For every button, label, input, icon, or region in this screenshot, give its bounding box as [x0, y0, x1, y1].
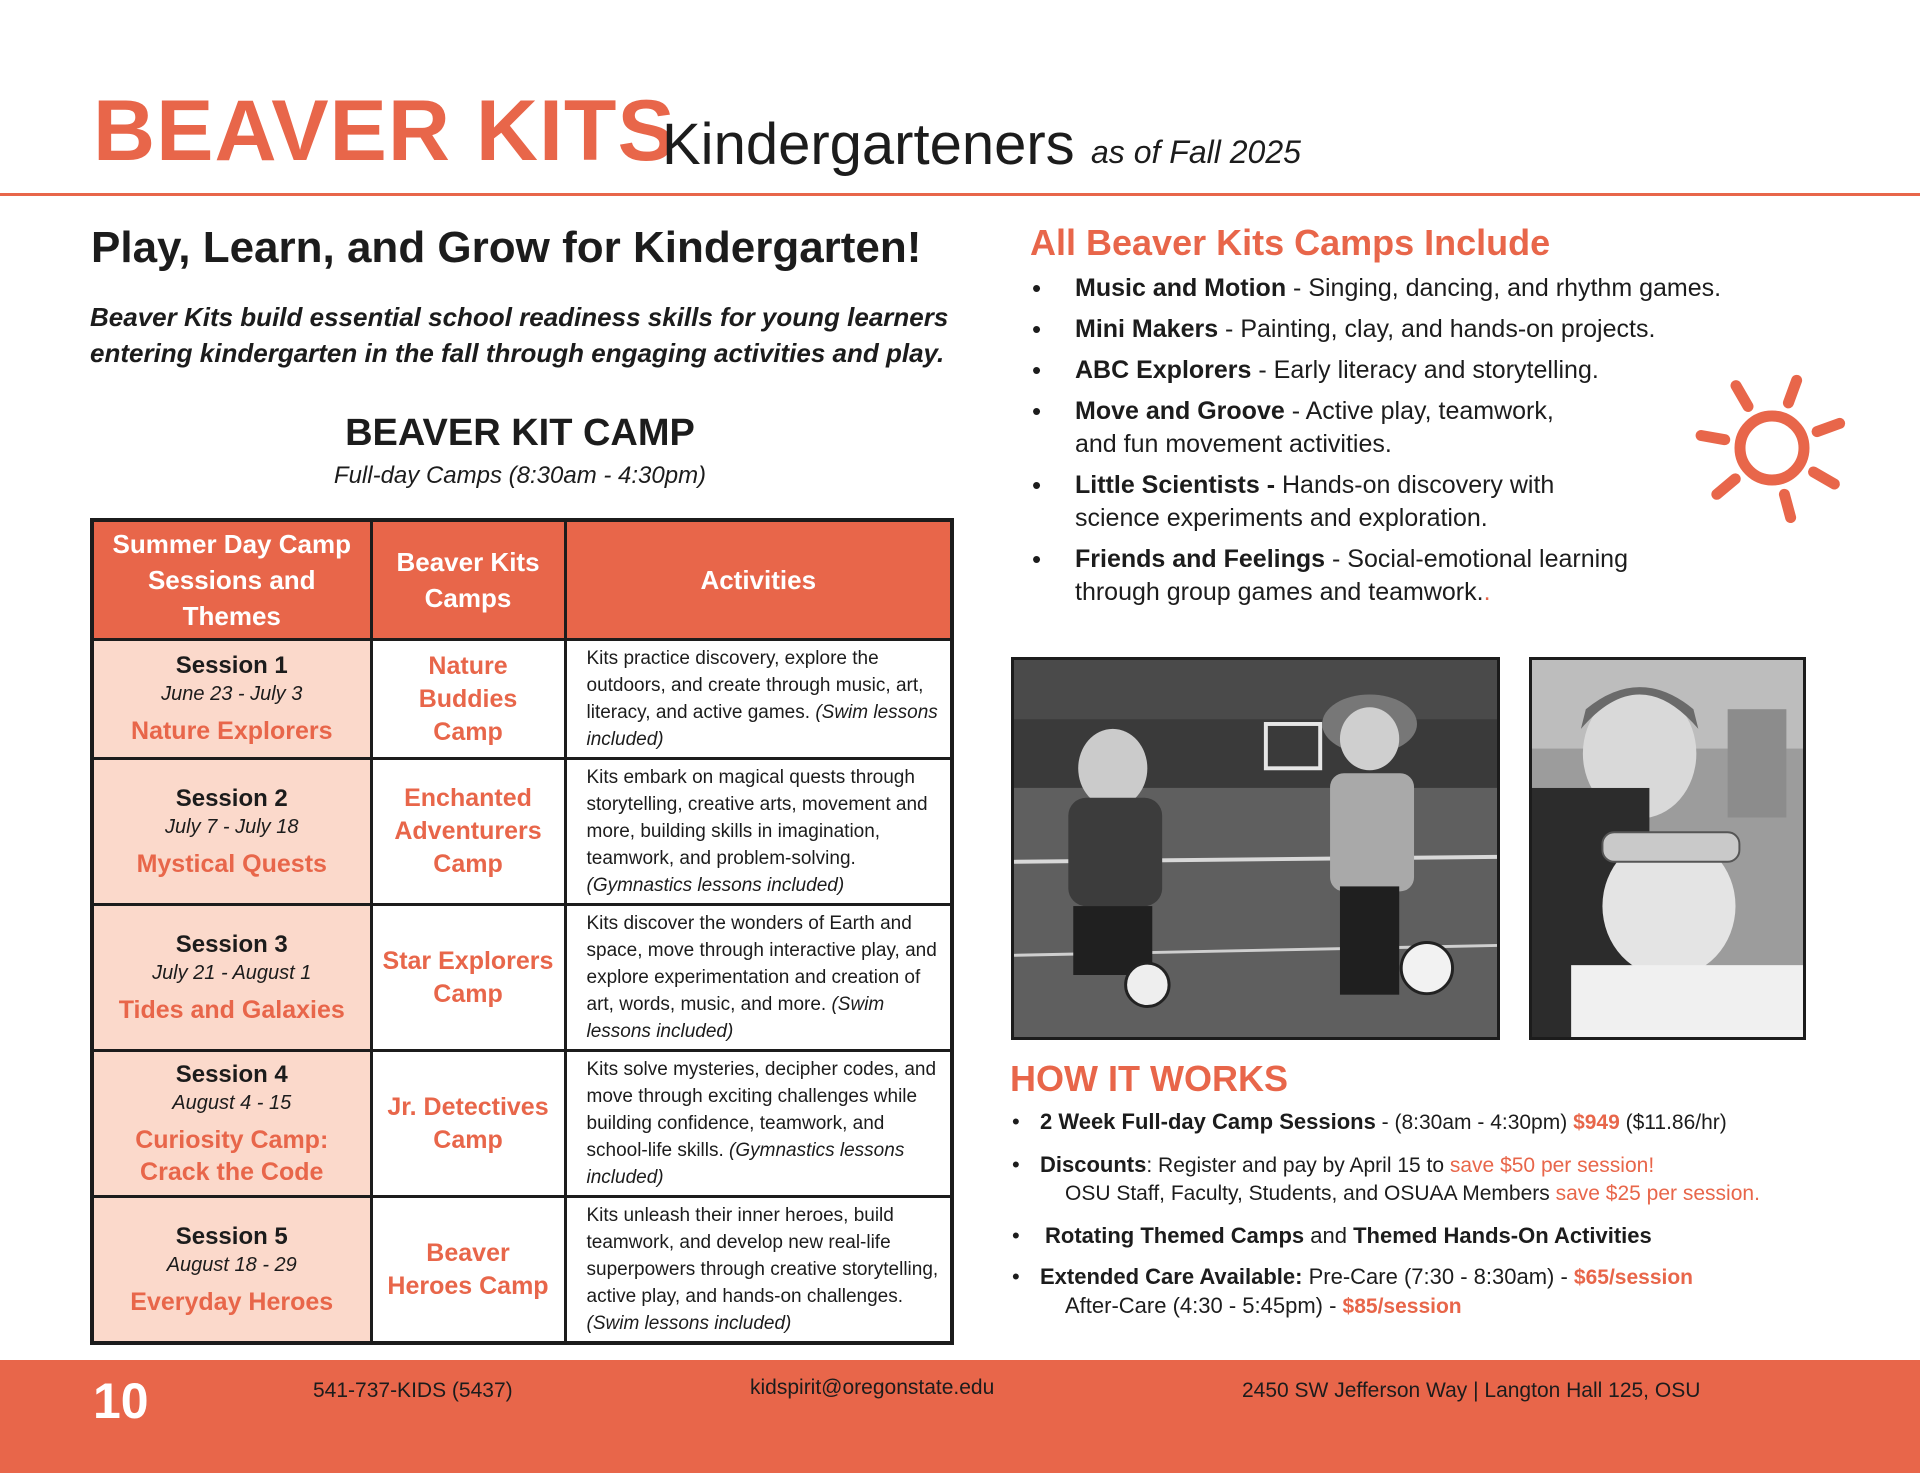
list-item: [1030, 469, 1730, 535]
activity-text: Kits practice discovery, explore the outdoors, and create through music, art, literacy, and active games.: [586, 648, 924, 723]
session-theme: Curiosity Camp: Crack the Code: [135, 1125, 329, 1186]
session-dates: July 21 - August 1: [152, 961, 312, 984]
discounts-text: : Register and pay by April 15 to: [1146, 1154, 1450, 1177]
footer-address: 2450 SW Jefferson Way | Langton Hall 125, OSU: [1242, 1379, 1701, 1402]
photo-child-drawing: [1529, 657, 1806, 1040]
session-name: Session 5: [175, 1222, 288, 1250]
care-after: After-Care (4:30 - 5:45pm) -: [1065, 1293, 1343, 1318]
include-name: Mini Makers: [1075, 315, 1219, 343]
page-subtitle: Kindergarteners: [662, 112, 1075, 177]
list-item: [1030, 313, 1730, 346]
camp-name: Beaver Heroes Camp: [371, 1197, 565, 1344]
include-desc: - Singing, dancing, and rhythm games.: [1286, 274, 1722, 302]
care-pre: Pre-Care (7:30 - 8:30am) -: [1302, 1264, 1574, 1289]
sessions-hours: - (8:30am - 4:30pm): [1375, 1111, 1574, 1134]
table-row: [92, 640, 952, 759]
session-cell: [92, 905, 371, 1051]
include-name: Little Scientists -: [1075, 471, 1276, 499]
discounts-staff-line: [1040, 1180, 1890, 1208]
rotating-activities: Themed Hands-On Activities: [1353, 1223, 1652, 1248]
table-row: [92, 1197, 952, 1344]
session-name: Session 1: [175, 652, 288, 679]
brand-title: BEAVER KITS: [93, 83, 676, 179]
list-item: [1010, 1151, 1890, 1208]
include-name: Music and Motion: [1075, 274, 1287, 302]
session-theme: Everyday Heroes: [130, 1287, 334, 1316]
camp-schedule-table: [90, 518, 954, 1345]
include-desc: - Painting, clay, and hands-on projects.: [1218, 315, 1656, 343]
rotating-camps: Rotating Themed Camps: [1045, 1223, 1305, 1248]
photo-kids-soccer: [1011, 657, 1500, 1040]
session-name: Session 2: [175, 784, 288, 812]
sessions-label: 2 Week Full-day Camp Sessions: [1040, 1109, 1376, 1134]
session-theme: Nature Explorers: [131, 717, 333, 745]
camp-title: BEAVER KIT CAMP: [345, 412, 695, 454]
session-dates: June 23 - July 3: [161, 683, 303, 705]
session-cell: [92, 759, 371, 905]
include-desc: - Early literacy and storytelling.: [1251, 356, 1599, 384]
session-cell: [92, 1051, 371, 1197]
camp-name: Jr. Detectives Camp: [371, 1051, 565, 1197]
include-desc: Hands-on discovery with science experiments and exploration.: [1075, 471, 1555, 532]
activity-note: (Swim lessons included): [586, 702, 938, 750]
include-name: Friends and Feelings: [1075, 545, 1326, 573]
includes-list: [1030, 272, 1730, 617]
list-item: [1010, 1222, 1890, 1251]
care-after-price: $85/session: [1342, 1295, 1462, 1318]
list-item: [1030, 354, 1730, 387]
header-divider: [0, 193, 1920, 196]
sun-icon: [1692, 368, 1852, 528]
discounts-save: save $50 per session!: [1449, 1154, 1655, 1177]
include-desc: - Social-emotional learning through group games and teamwork.: [1075, 545, 1628, 606]
column-header-sessions: Summer Day Camp Sessions and Themes: [92, 520, 371, 640]
sessions-price: $949: [1573, 1111, 1620, 1134]
list-item: [1030, 272, 1730, 305]
activity-note: (Swim lessons included): [586, 1313, 792, 1334]
session-dates: August 4 - 15: [172, 1091, 292, 1114]
list-item: [1010, 1263, 1890, 1321]
session-name: Session 3: [175, 930, 288, 958]
camp-name: Nature Buddies Camp: [371, 640, 565, 759]
how-it-works-title: HOW IT WORKS: [1010, 1058, 1288, 1099]
intro-description: Beaver Kits build essential school readiness skills for young learners entering kindergarten in the fall through engaging activities and play.: [90, 302, 949, 368]
activity-cell: [565, 905, 952, 1051]
activity-text: Kits solve mysteries, decipher codes, and move through exciting challenges while building confidence, teamwork, and school-life skills.: [586, 1059, 937, 1161]
as-of-note: as of Fall 2025: [1091, 134, 1301, 170]
table-row: [92, 905, 952, 1051]
activity-text: Kits embark on magical quests through storytelling, creative arts, movement and more, building skills in imagination, teamwork, and problem-solving.: [586, 767, 928, 869]
tagline: Play, Learn, and Grow for Kindergarten!: [91, 223, 922, 272]
activity-cell: [565, 759, 952, 905]
activity-text: Kits unleash their inner heroes, build teamwork, and develop new real-life superpowers through creative storytelling, active play, and hands-on challenges.: [586, 1205, 939, 1307]
rotating-and: and: [1304, 1223, 1354, 1248]
session-theme: Tides and Galaxies: [118, 995, 345, 1024]
activity-cell: [565, 1197, 952, 1344]
activity-cell: [565, 1051, 952, 1197]
include-name: ABC Explorers: [1075, 356, 1252, 384]
list-item: [1010, 1108, 1890, 1137]
activity-note: (Swim lessons included): [586, 994, 885, 1042]
camp-hours: Full-day Camps (8:30am - 4:30pm): [333, 462, 707, 489]
discounts-staff: OSU Staff, Faculty, Students, and OSUAA Members: [1065, 1182, 1556, 1205]
session-name: Session 4: [175, 1060, 288, 1088]
session-theme: Mystical Quests: [136, 849, 327, 878]
camp-name: Star Explorers Camp: [371, 905, 565, 1051]
session-dates: August 18 - 29: [166, 1253, 297, 1276]
session-cell: [92, 640, 371, 759]
discounts-staff-save: save $25 per session.: [1555, 1182, 1760, 1205]
table-row: [92, 759, 952, 905]
care-after-line: [1040, 1292, 1890, 1321]
table-header-row: [92, 520, 952, 640]
trailing-dot: .: [1483, 578, 1491, 606]
care-pre-price: $65/session: [1573, 1266, 1693, 1289]
activity-cell: [565, 640, 952, 759]
include-desc: - Active play, teamwork, and fun movement activities.: [1075, 397, 1554, 458]
column-header-activities: Activities: [565, 520, 952, 640]
footer-phone: 541-737-KIDS (5437): [313, 1379, 513, 1402]
footer-email[interactable]: kidspirit@oregonstate.edu: [750, 1376, 995, 1399]
list-item: [1030, 395, 1730, 461]
session-dates: July 7 - July 18: [165, 815, 299, 838]
care-label: Extended Care Available:: [1040, 1264, 1303, 1289]
camp-name: Enchanted Adventurers Camp: [371, 759, 565, 905]
photo-kids-soccer-graphic: [1014, 660, 1497, 1037]
column-header-camps: Beaver Kits Camps: [371, 520, 565, 640]
activity-note: (Gymnastics lessons included): [586, 875, 845, 896]
list-item: [1030, 543, 1730, 609]
sessions-hourly: ($11.86/hr): [1619, 1111, 1727, 1134]
photo-child-drawing-graphic: [1532, 660, 1803, 1037]
includes-title: All Beaver Kits Camps Include: [1030, 222, 1551, 263]
include-name: Move and Groove: [1075, 397, 1285, 425]
discounts-label: Discounts: [1040, 1152, 1147, 1177]
activity-note: (Gymnastics lessons included): [586, 1140, 905, 1188]
page-number: 10: [93, 1373, 149, 1429]
how-it-works-list: [1010, 1108, 1890, 1321]
activity-text: Kits discover the wonders of Earth and space, move through interactive play, and explore experimentation and creation of art, words, music, and more.: [586, 913, 937, 1015]
table-row: [92, 1051, 952, 1197]
session-cell: [92, 1197, 371, 1344]
